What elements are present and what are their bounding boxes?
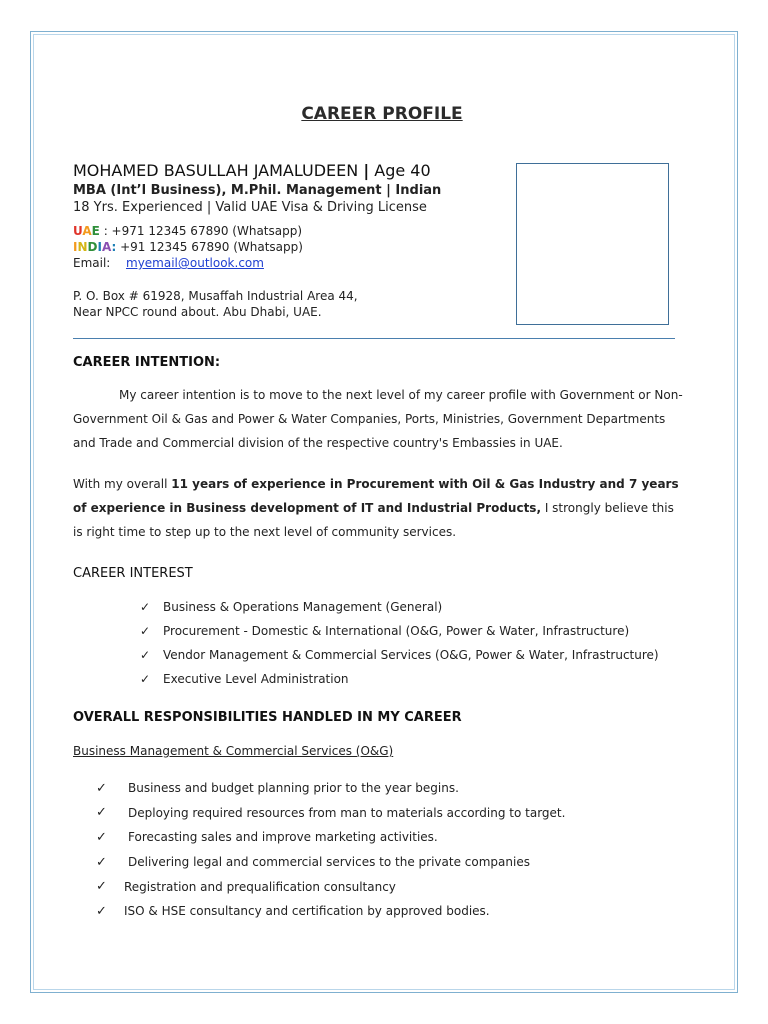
list-item: ✓ Procurement - Domestic & International (O&G, Power & Water, Infrastructure) xyxy=(140,624,630,638)
career-intention-paragraph-1 xyxy=(73,383,717,455)
para2-bold-2: of experience in Business development of IT and Industrial Products, xyxy=(73,501,542,515)
email-line xyxy=(73,256,264,270)
india-phone: +91 12345 67890 (Whatsapp) xyxy=(116,240,303,254)
para2-prefix: With my overall xyxy=(73,477,172,491)
career-intention-paragraph-2 xyxy=(73,472,717,544)
para2-bold-1: 11 years of experience in Procurement with Oil & Gas Industry and 7 years xyxy=(171,477,679,491)
header-divider xyxy=(73,338,675,339)
responsibilities-subheading: Business Management & Commercial Services (O&G) xyxy=(73,744,394,758)
india-phone-line xyxy=(73,240,303,254)
check-icon: ✓ xyxy=(140,624,151,638)
list-item: ✓ Forecasting sales and improve marketing activities. xyxy=(96,829,438,845)
candidate-name-line xyxy=(73,161,431,180)
experience-line: 18 Yrs. Experienced | Valid UAE Visa & Driving License xyxy=(73,200,427,215)
check-icon: ✓ xyxy=(96,854,107,870)
list-item: ✓ Business and budget planning prior to the year begins. xyxy=(96,780,459,796)
email-label: Email: xyxy=(73,256,111,270)
email-link[interactable]: myemail@outlook.com xyxy=(126,256,264,270)
list-item: ✓ Executive Level Administration xyxy=(140,672,349,686)
photo-placeholder xyxy=(516,163,669,325)
career-interest-heading: CAREER INTEREST xyxy=(73,566,193,581)
para2-line-3: is right time to step up to the next level of community services. xyxy=(73,525,457,539)
name-separator: | xyxy=(363,161,370,180)
career-interest-list xyxy=(140,595,659,691)
check-icon: ✓ xyxy=(96,780,107,796)
page-title: CAREER PROFILE xyxy=(301,104,463,124)
check-icon: ✓ xyxy=(140,600,151,614)
uae-phone-line xyxy=(73,224,302,238)
intention-line-1: My career intention is to move to the next level of my career profile with Government or Non- xyxy=(119,388,683,402)
address-line-1: P. O. Box # 61928, Musaffah Industrial Area 44, xyxy=(73,289,358,303)
check-icon: ✓ xyxy=(96,903,107,919)
list-item: ✓ Deploying required resources from man to materials according to target. xyxy=(96,805,566,821)
para2-suffix: I strongly believe this xyxy=(541,501,674,515)
list-item: ✓ Registration and prequalification consultancy xyxy=(96,879,396,895)
candidate-name: MOHAMED BASULLAH JAMALUDEEN xyxy=(73,161,359,180)
uae-label: UAE xyxy=(73,224,100,238)
candidate-age: Age 40 xyxy=(374,161,431,180)
intention-line-2: Government Oil & Gas and Power & Water Companies, Ports, Ministries, Government Departments xyxy=(73,412,666,426)
check-icon: ✓ xyxy=(140,672,151,686)
address-line-2: Near NPCC round about. Abu Dhabi, UAE. xyxy=(73,305,322,319)
check-icon: ✓ xyxy=(96,805,107,821)
responsibilities-heading: OVERALL RESPONSIBILITIES HANDLED IN MY CAREER xyxy=(73,710,462,725)
intention-line-3: and Trade and Commercial division of the respective country's Embassies in UAE. xyxy=(73,436,563,450)
india-label: INDIA: xyxy=(73,240,117,254)
check-icon: ✓ xyxy=(140,648,151,662)
list-item: ✓ Business & Operations Management (General) xyxy=(140,600,443,614)
check-icon: ✓ xyxy=(96,879,107,895)
list-item: ✓ ISO & HSE consultancy and certification by approved bodies. xyxy=(96,903,490,919)
list-item: ✓ Vendor Management & Commercial Services (O&G, Power & Water, Infrastructure) xyxy=(140,648,659,662)
career-intention-heading: CAREER INTENTION: xyxy=(73,355,221,370)
list-item: ✓ Delivering legal and commercial services to the private companies xyxy=(96,854,530,870)
uae-phone: : +971 12345 67890 (Whatsapp) xyxy=(99,224,303,238)
responsibilities-list xyxy=(96,776,565,924)
degrees-line: MBA (Int’l Business), M.Phil. Management | Indian xyxy=(73,183,442,198)
check-icon: ✓ xyxy=(96,829,107,845)
